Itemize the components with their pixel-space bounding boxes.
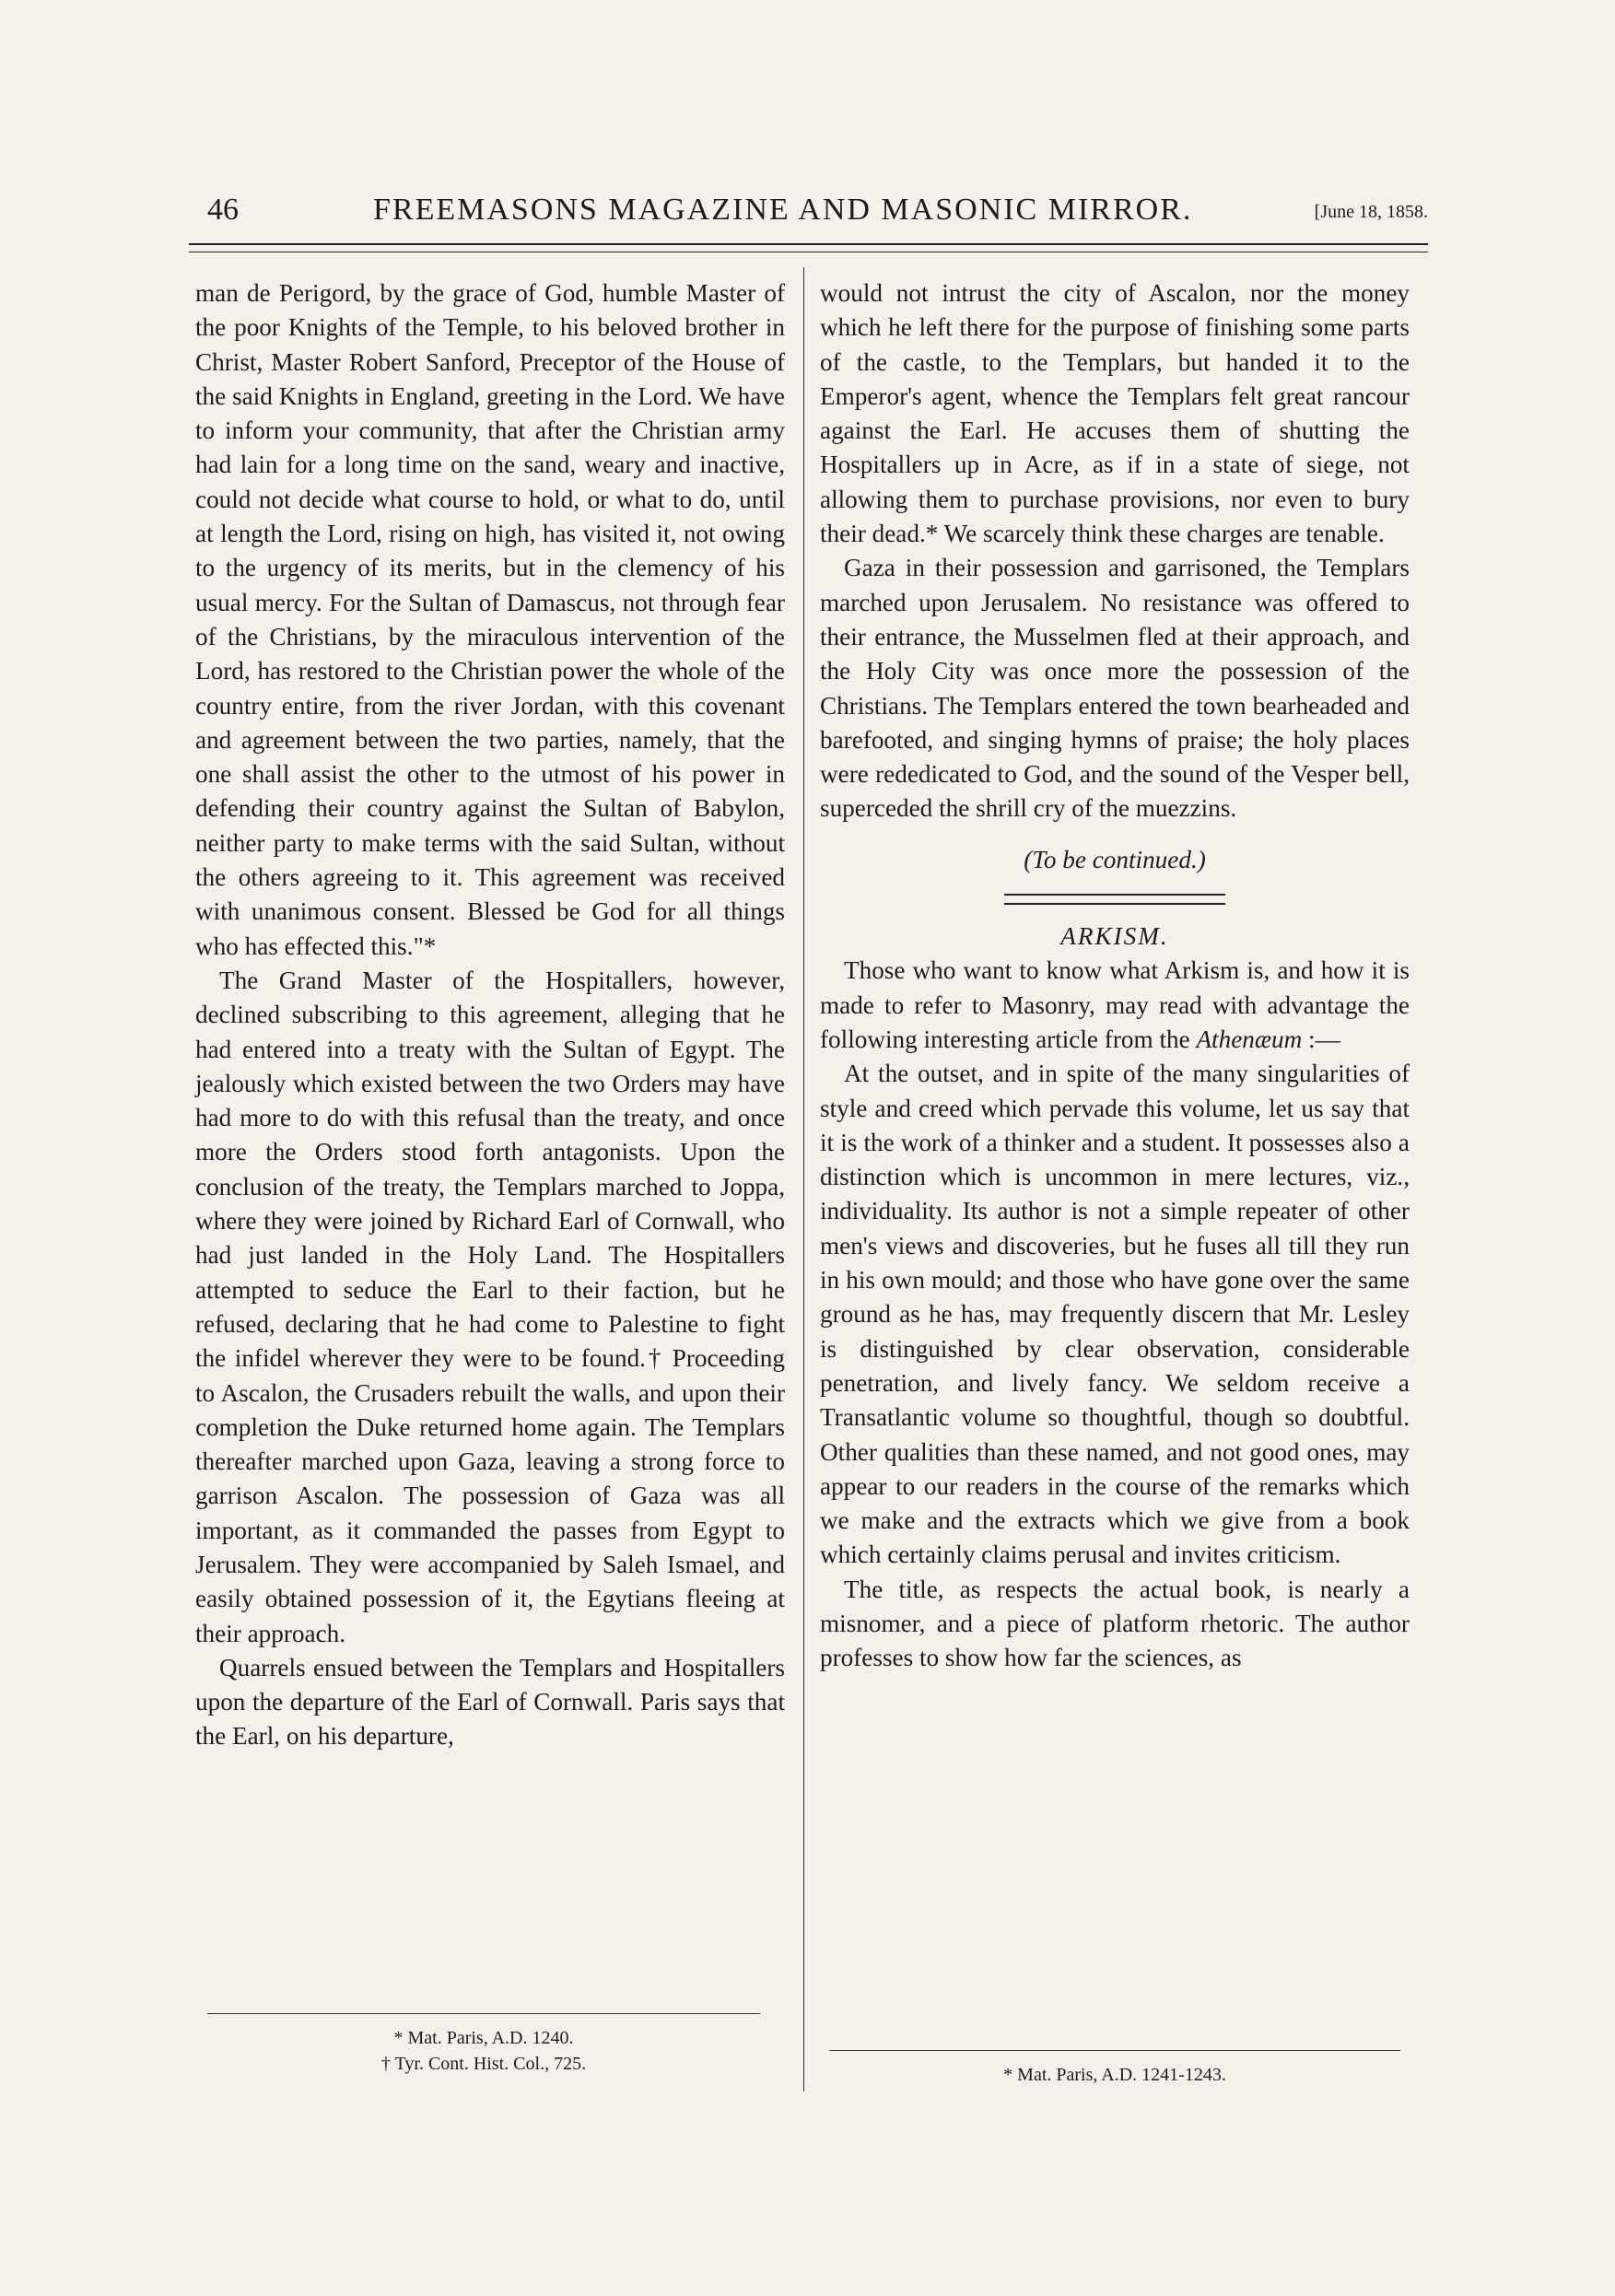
left-column (195, 276, 785, 1754)
footnote-rule (829, 2050, 1400, 2051)
section-divider (1004, 894, 1225, 905)
right-column (820, 276, 1410, 1676)
header-rule (189, 243, 1428, 245)
paragraph: At the outset, and in spite of the many singularities of style and creed which pervade this volume, let us say that it is the work of a thinker and a student. It possesses also a distinction which is uncommon in mere lectures, viz., individuality. Its author is not a simple repeater of other men's views and discoveries, but he fuses all till they run in his own mould; and those who have gone over the same ground as he has, may frequently discern that Mr. Lesley is distinguished by clear observation, considerable penetration, and lively fancy. We seldom receive a Transatlantic volume so thoughtful, though so doubtful. Other qualities than these named, and not good ones, may appear to our readers in the course of the remarks which we make and the extracts which we give from a book which certainly claims perusal and invites criticism. (820, 1060, 1410, 1569)
column-divider (803, 267, 804, 2091)
page-header (189, 189, 1428, 233)
footnote-rule (207, 2013, 760, 2014)
paragraph: would not intrust the city of Ascalon, nor the money which he left there for the purpose of finishing some parts of the castle, to the Templars, but handed it to the Emperor's agent, whence the Templars felt great rancour against the Earl. He accuses them of shutting the Hospitallers up in Acre, as if in a state of siege, not allowing them to purchase provisions, nor even to bury their dead.* We scarcely think these charges are tenable. (820, 279, 1410, 548)
intro-text: Those who want to know what Arkism is, and how it is made to refer to Masonry, may read with advantage the following interesting article from the (820, 956, 1410, 1053)
intro-source: Athenæum (1196, 1025, 1303, 1053)
paragraph: The title, as respects the actual book, is nearly a misnomer, and a piece of platform rhetoric. The author professes to show how far the sciences, as (820, 1575, 1410, 1672)
right-footnotes (829, 2062, 1400, 2088)
paragraph: Quarrels ensued between the Templars and Hospitallers upon the departure of the Earl of Cornwall. Paris says that the Earl, on his departure, (195, 1653, 785, 1751)
footnote: † Tyr. Cont. Hist. Col., 725. (380, 2054, 587, 2074)
left-footnotes (207, 2025, 760, 2077)
magazine-title: FREEMASONS MAGAZINE AND MASONIC MIRROR. (373, 193, 1193, 227)
footnote: * Mat. Paris, A.D. 1240. (393, 2028, 574, 2048)
paragraph (820, 954, 1410, 1057)
to-be-continued: (To be continued.) (1024, 845, 1206, 873)
paragraph: man de Perigord, by the grace of God, humble Master of the poor Knights of the Temple, to his beloved brother in Christ, Master Robert Sanford, Preceptor of the House of the said Knights in England, greeting in the Lord. We have to inform your community, that after the Christian army had lain for a long time on the sand, weary and inactive, could not decide what course to hold, or what to do, until at length the Lord, rising on high, has visited it, not owing to the urgency of its merits, but in the clemency of his usual mercy. For the Sultan of Damascus, not through fear of the Christians, by the miraculous intervention of the Lord, has restored to the Christian power the whole of the country entire, from the river Jordan, with this covenant and agreement between the two parties, namely, that the one shall assist the other to the utmost of his power in defending their country against the Sultan of Babylon, neither party to make terms with the said Sultan, without the others agreeing to it. This agreement was received with unanimous consent. Blessed be God for all things who has effected this."* (195, 279, 785, 960)
page-number: 46 (207, 193, 239, 227)
section-title: ARKISM. (1060, 922, 1169, 951)
paragraph: The Grand Master of the Hospitallers, however, declined subscribing to this agreement, alleging that he had entered into a treaty with the Sultan of Egypt. The jealously which existed between the two Orders may have had more to do with this refusal than the treaty, and once more the Orders stood forth antagonists. Upon the conclusion of the treaty, the Templars marched to Joppa, where they were joined by Richard Earl of Cornwall, who had just landed in the Holy Land. The Hospitallers attempted to seduce the Earl to their faction, but he refused, declaring that he had come to Palestine to fight the infidel wherever they were to be found.† Proceeding to Ascalon, the Crusaders rebuilt the walls, and upon their completion the Duke returned home again. The Templars thereafter marched upon Gaza, leaving a strong force to garrison Ascalon. The possession of Gaza was all important, as it commanded the passes from Egypt to Jerusalem. They were accompanied by Saleh Ismael, and easily obtained possession of it, the Egytians fleeing at their approach. (195, 966, 785, 1647)
issue-date: [June 18, 1858. (1314, 202, 1428, 222)
paragraph: Gaza in their possession and garrisoned, the Templars marched upon Jerusalem. No resistance was offered to their entrance, the Musselmen fled at their approach, and the Holy City was once more the possession of the Christians. The Templars entered the town bearheaded and barefooted, and singing hymns of praise; the holy places were rededicated to God, and the sound of the Vesper bell, superceded the shrill cry of the muezzins. (820, 554, 1410, 823)
footnote: * Mat. Paris, A.D. 1241-1243. (1003, 2065, 1226, 2085)
intro-end: :— (1302, 1025, 1340, 1053)
